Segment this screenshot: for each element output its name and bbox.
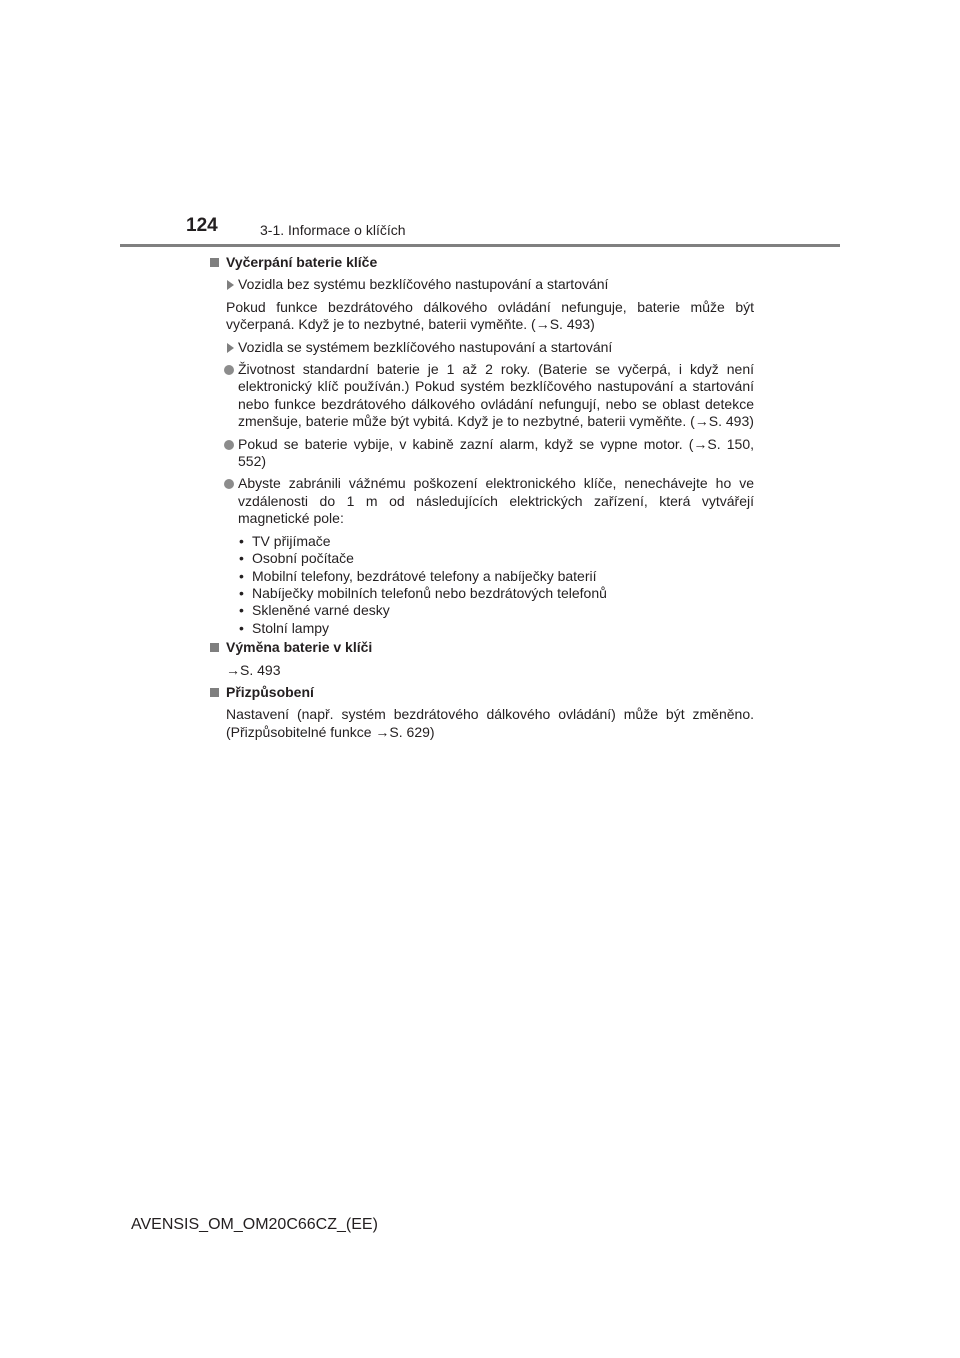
bullet-battery-alarm bbox=[210, 436, 754, 471]
heading-text: Přizpůsobení bbox=[226, 683, 314, 700]
bullet-text: Pokud se baterie vybije, v kabině zazní alarm, když se vypne motor. (→S. 150, 552) bbox=[238, 435, 754, 470]
subheading-with-smart-entry bbox=[210, 339, 754, 356]
device-list bbox=[210, 533, 754, 637]
subheading-text: Vozidla se systémem bezklíčového nastupování a startování bbox=[238, 338, 613, 355]
bullet-text: Životnost standardní baterie je 1 až 2 roky. (Baterie se vyčerpá, i když není elektronický klíč používán.) Pokud systém bezklíčového nastupování a startování nebo funkce bezdrátového dálkového ovládání nefungují, nebo se oblast detekce zmenšuje, baterie může být vybitá. Když je to nezbytné, baterii vyměňte. (→S. 493) bbox=[238, 361, 754, 430]
heading-text: Výměna baterie v klíči bbox=[226, 639, 373, 656]
document-code: AVENSIS_OM_OM20C66CZ_(EE) bbox=[131, 1216, 378, 1233]
page-content bbox=[210, 254, 754, 746]
page-reference: →S. 493 bbox=[226, 661, 281, 678]
bullet-text: Abyste zabránili vážnému poškození elektronického klíče, nenechávejte ho ve vzdálenosti do 1 m od následujících elektrických zařízení, která vytvářejí magnetické pole: bbox=[238, 475, 754, 527]
square-bullet-icon bbox=[210, 643, 219, 652]
list-item: • Osobní počítače bbox=[239, 550, 354, 567]
dot-mark: • bbox=[239, 532, 244, 549]
dot-mark: • bbox=[239, 619, 244, 636]
triangle-bullet-icon bbox=[227, 343, 234, 353]
triangle-bullet-icon bbox=[227, 280, 234, 290]
heading-battery-replacement bbox=[210, 639, 754, 656]
paragraph-without-smart-entry: Pokud funkce bezdrátového dálkového ovládání nefunguje, baterie může být vyčerpaná. Když je to nezbytné, baterii vyměňte. (→S. 493) bbox=[226, 298, 754, 333]
page-number: 124 bbox=[186, 215, 218, 236]
dot-mark: • bbox=[239, 602, 244, 619]
circle-bullet-icon bbox=[224, 365, 234, 375]
heading-battery-depletion bbox=[210, 254, 754, 271]
section-title: 3-1. Informace o klíčích bbox=[260, 222, 406, 238]
list-item: • Nabíječky mobilních telefonů nebo bezdrátových telefonů bbox=[239, 584, 607, 601]
bullet-battery-lifetime bbox=[210, 361, 754, 431]
dot-mark: • bbox=[239, 584, 244, 601]
dot-mark: • bbox=[239, 567, 244, 584]
paragraph-customization: Nastavení (např. systém bezdrátového dálkového ovládání) může být změněno. (Přizpůsobitelné funkce →S. 629) bbox=[226, 706, 754, 740]
square-bullet-icon bbox=[210, 258, 219, 267]
heading-text: Vyčerpání baterie klíče bbox=[226, 254, 378, 270]
list-item: • Skleněné varné desky bbox=[239, 602, 390, 619]
list-item: • TV přijímače bbox=[239, 532, 331, 549]
square-bullet-icon bbox=[210, 688, 219, 697]
subheading-without-smart-entry bbox=[210, 276, 754, 293]
circle-bullet-icon bbox=[224, 479, 234, 489]
dot-mark: • bbox=[239, 550, 244, 567]
heading-customization bbox=[210, 684, 754, 701]
header-rule bbox=[120, 244, 840, 247]
circle-bullet-icon bbox=[224, 440, 234, 450]
subheading-text: Vozidla bez systému bezklíčového nastupování a startování bbox=[238, 276, 609, 293]
list-item: • Mobilní telefony, bezdrátové telefony a nabíječky baterií bbox=[239, 567, 597, 584]
list-item: • Stolní lampy bbox=[239, 619, 330, 636]
bullet-key-damage bbox=[210, 475, 754, 527]
